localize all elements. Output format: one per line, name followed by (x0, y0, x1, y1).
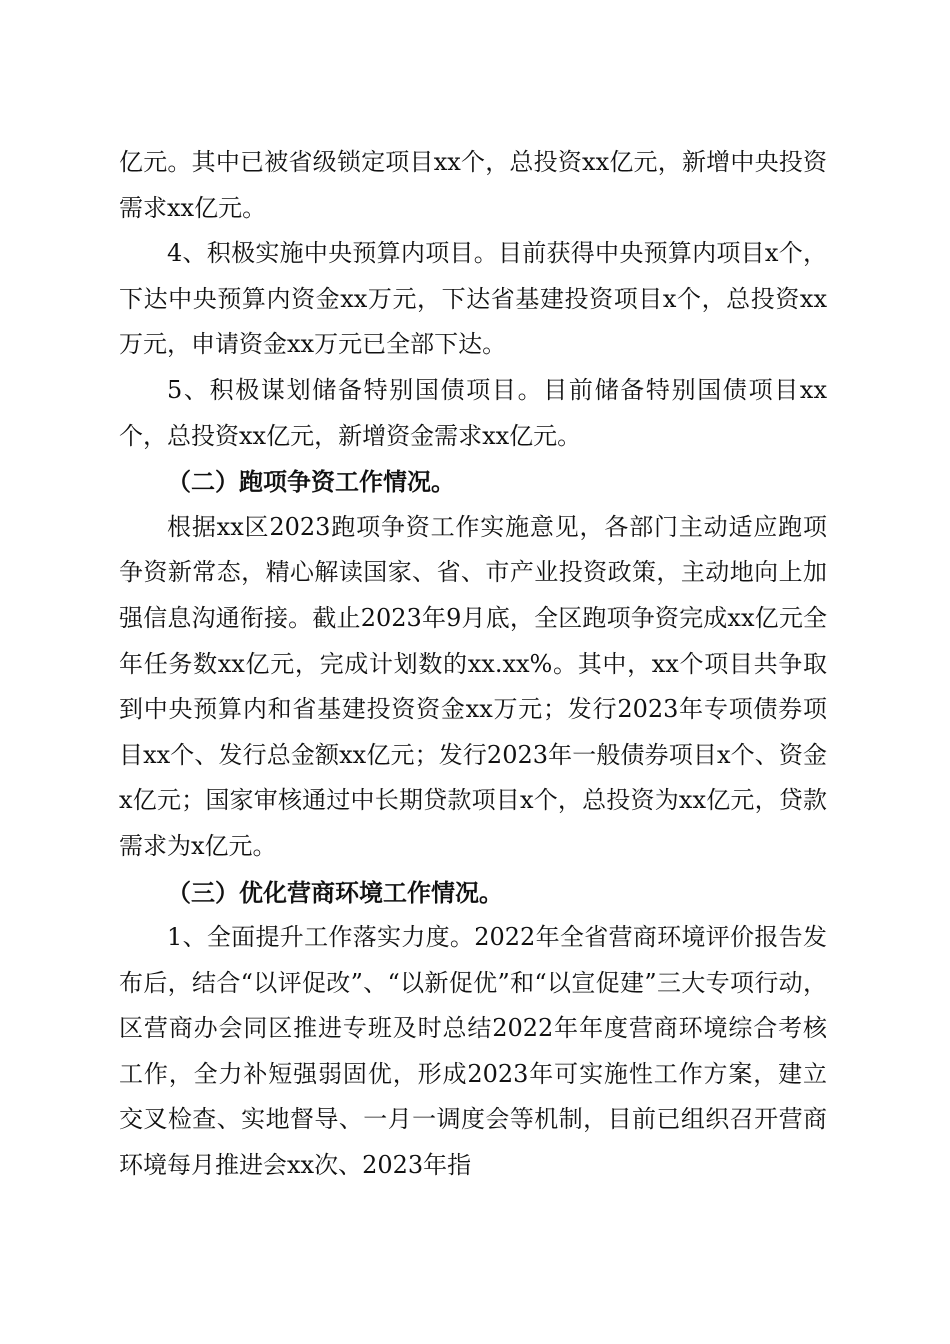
paragraph-continuation: 亿元。其中已被省级锁定项目xx个，总投资xx亿元，新增中央投资需求xx亿元。 (119, 148, 827, 222)
paragraph-section-3-item-1: 1、全面提升工作落实力度。2022年全省营商环境评价报告发布后，结合“以评促改”、“以新促优”和“以宣促建”三大专项行动，区营商办会同区推进专班及时总结2022年年度营商环境综合考核工作，全力补短强弱固优，形成2023年可实施性工作方案，建立交叉检查、实地督导、一月一调度会等机制，目前已组织召开营商环境每月推进会xx次、2023年指 (119, 923, 827, 1180)
document-body (119, 140, 827, 1189)
paragraph-item-4: 4、积极实施中央预算内项目。目前获得中央预算内项目x个，下达中央预算内资金xx万元，下达省基建投资项目x个，总投资xx万元，申请资金xx万元已全部下达。 (119, 239, 827, 359)
paragraph-section-2-body: 根据xx区2023跑项争资工作实施意见，各部门主动适应跑项争资新常态，精心解读国家、省、市产业投资政策，主动地向上加强信息沟通衔接。截止2023年9月底，全区跑项争资完成xx亿元全年任务数xx亿元，完成计划数的xx.xx%。其中，xx个项目共争取到中央预算内和省基建投资资金xx万元；发行2023年专项债券项目xx个、发行总金额xx亿元；发行2023年一般债券项目x个、资金x亿元；国家审核通过中长期贷款项目x个，总投资为xx亿元，贷款需求为x亿元。 (119, 512, 827, 860)
section-heading-2: （二）跑项争资工作情况。 (167, 467, 455, 497)
paragraph-item-5: 5、积极谋划储备特别国债项目。目前储备特别国债项目xx个，总投资xx亿元，新增资金需求xx亿元。 (119, 375, 827, 450)
section-heading-3: （三）优化营商环境工作情况。 (167, 877, 503, 907)
